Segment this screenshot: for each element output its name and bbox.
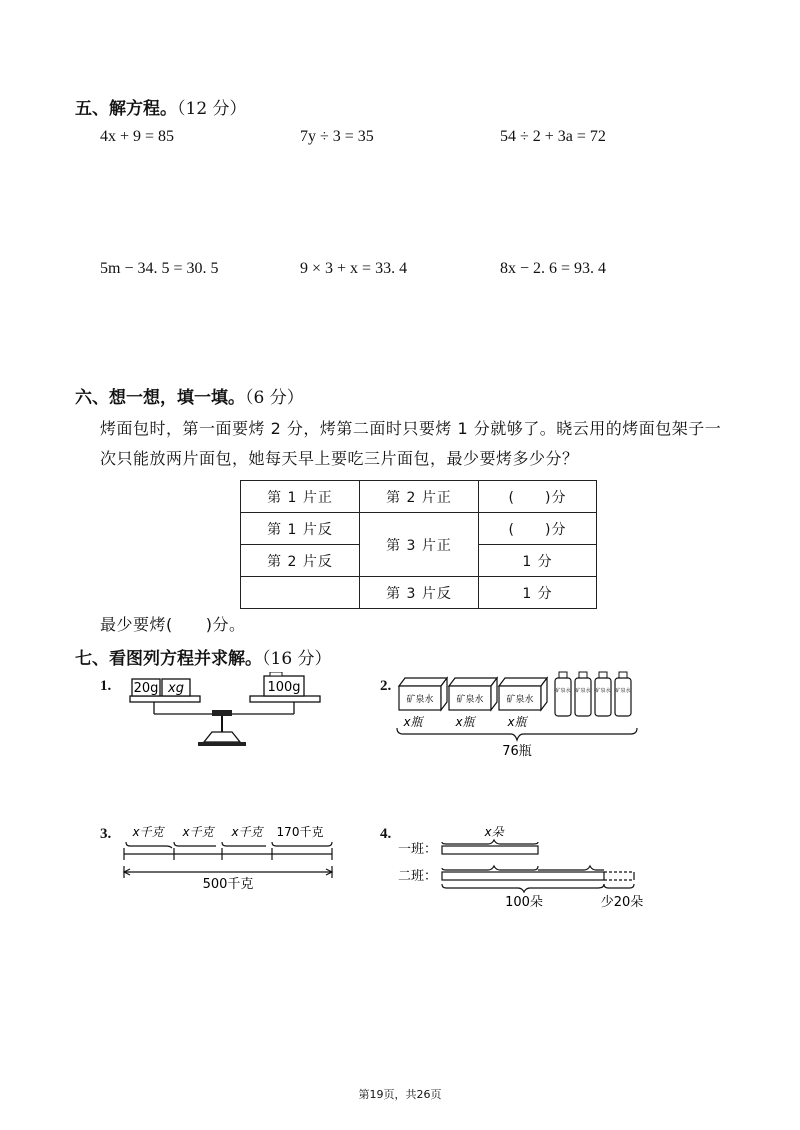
weight-x-label: xg (168, 681, 184, 696)
weight-20g-label: 20g (133, 681, 159, 696)
problem-number-4: 4. (380, 826, 392, 842)
equation-1: 4x + 9 = 85 (100, 128, 175, 145)
qty-label: x瓶 (455, 715, 475, 729)
class1-top-label: x朵 (484, 825, 504, 839)
segment-label: x千克 (231, 825, 263, 839)
bottle-icon (575, 672, 591, 716)
table-cell: 第 1 片正 (241, 481, 360, 513)
segment-label: x千克 (182, 825, 214, 839)
bottle-icon (615, 672, 631, 716)
baking-table (240, 480, 597, 609)
answer-line: 最少要烤( )分。 (100, 615, 246, 634)
section5-score: （12 分） (177, 99, 247, 119)
section6-title: 六、想一想，填一填。 (75, 388, 245, 408)
box-label: 矿泉水 (506, 695, 534, 705)
balance-scale-figure (118, 672, 328, 754)
box-icon (449, 678, 497, 710)
equation-2: 7y ÷ 3 = 35 (300, 128, 374, 145)
table-cell: 第 1 片反 (241, 513, 360, 545)
section7-heading (75, 644, 332, 669)
equation-4: 5m − 34. 5 = 30. 5 (100, 260, 219, 277)
segment-last-label: 170千克 (276, 825, 324, 839)
bottle-label: 矿泉水 (575, 688, 591, 694)
table-cell: 1 分 (479, 545, 597, 577)
qty-label: x瓶 (403, 715, 423, 729)
table-cell: 1 分 (479, 577, 597, 609)
page-footer: 第19页，共26页 (358, 1088, 442, 1101)
equation-5: 9 × 3 + x = 33. 4 (300, 260, 408, 277)
answer-cell[interactable]: ( )分 (479, 513, 597, 545)
total-label: 76瓶 (502, 744, 532, 759)
class1-label: 一班： (398, 842, 438, 857)
box-icon (399, 678, 447, 710)
water-figure (395, 668, 645, 768)
table-cell: 第 3 片反 (360, 577, 479, 609)
segment-line-icon (124, 842, 332, 878)
section7-score: （16 分） (262, 649, 332, 669)
classes-figure (398, 820, 648, 910)
equation-3: 54 ÷ 2 + 3a = 72 (500, 128, 606, 145)
box-icon (499, 678, 547, 710)
box-label: 矿泉水 (406, 695, 434, 705)
bottle-icon (555, 672, 571, 716)
weight-100g-label: 100g (267, 680, 301, 695)
segment-total-label: 500千克 (202, 877, 254, 892)
bottle-label: 矿泉水 (555, 688, 571, 694)
balance-scale-icon (130, 696, 320, 746)
equation-6: 8x − 2. 6 = 93. 4 (500, 260, 607, 277)
table-cell-empty (241, 577, 360, 609)
problem-number-1: 1. (100, 678, 112, 694)
table-cell: 第 3 片正 (360, 513, 479, 577)
class2-label: 二班： (398, 869, 438, 884)
box-label: 矿泉水 (456, 695, 484, 705)
bottle-label: 矿泉水 (615, 688, 631, 694)
segment-figure (118, 820, 338, 892)
section6-heading (75, 383, 304, 408)
section5-heading (75, 94, 247, 119)
segment-label: x千克 (132, 825, 164, 839)
bottle-icon (595, 672, 611, 716)
table-cell: 第 2 片反 (241, 545, 360, 577)
bottle-label: 矿泉水 (595, 688, 611, 694)
section6-score: （6 分） (245, 388, 304, 408)
bar-line-icon (442, 840, 634, 892)
problem-number-2: 2. (380, 678, 392, 694)
problem-number-3: 3. (100, 826, 112, 842)
problem-text-line2: 次只能放两片面包，她每天早上要吃三片面包，最少要烤多少分？ (100, 449, 579, 468)
table-cell: 第 2 片正 (360, 481, 479, 513)
weight-handle (270, 672, 282, 676)
section7-title: 七、看图列方程并求解。 (75, 649, 262, 669)
problem-text-line1: 烤面包时，第一面要烤 2 分，烤第二面时只要烤 1 分就够了。晓云用的烤面包架子一 (100, 419, 722, 438)
answer-cell[interactable]: ( )分 (479, 481, 597, 513)
qty-label: x瓶 (507, 715, 527, 729)
hundred-label: 100朵 (505, 895, 543, 910)
brace-icon (397, 728, 637, 740)
section5-title: 五、解方程。 (75, 99, 177, 119)
less-label: 少20朵 (600, 895, 644, 910)
